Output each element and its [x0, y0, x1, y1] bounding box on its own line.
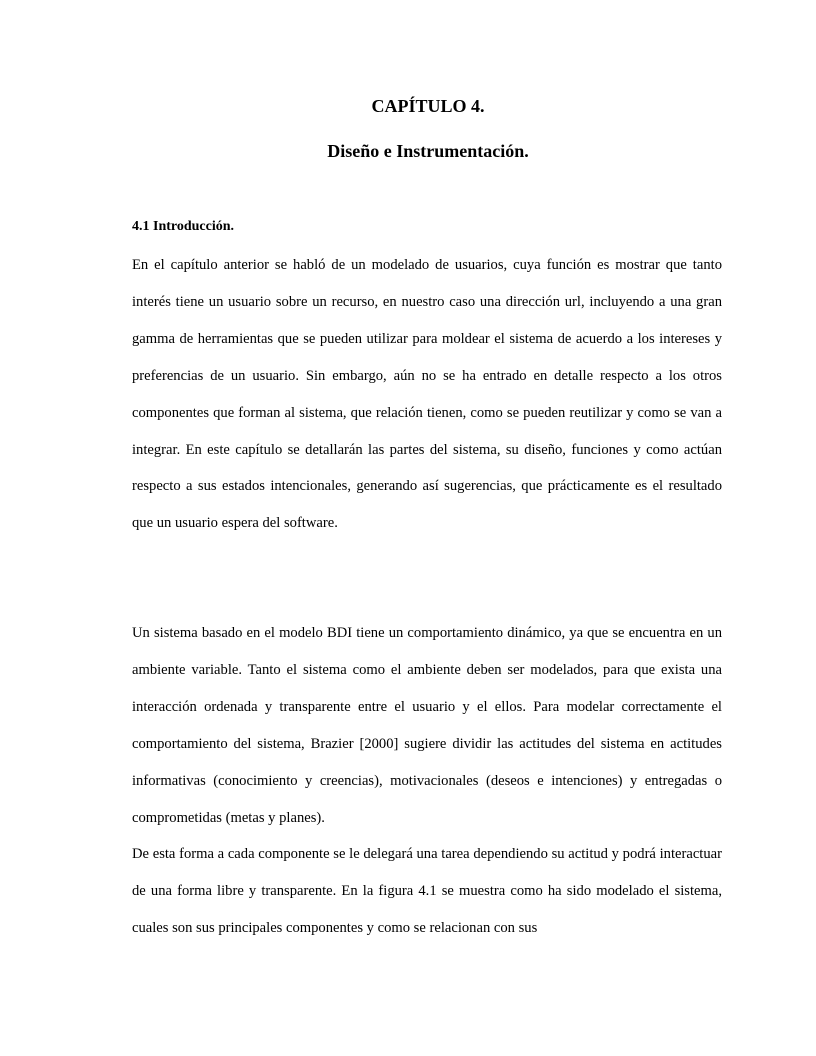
chapter-subtitle: Diseño e Instrumentación. — [327, 141, 529, 161]
section-heading: 4.1 Introducción. — [132, 219, 235, 234]
paragraph-components: De esta forma a cada componente se le delegará una tarea dependiendo su actitud y podrá interactuar de una forma libre y transparente. En la figura 4.1 se muestra como ha sido modelado el sistema, cuales son sus principales componentes y como se relacionan con sus — [132, 846, 722, 936]
paragraph-bdi-model: Un sistema basado en el modelo BDI tiene un comportamiento dinámico, ya que se encuentra en un ambiente variable. Tanto el sistema como el ambiente deben ser modelados, para que exista una interacción ordenada y transparente entre el usuario y el ellos. Para modelar correctamente el comportamiento del sistema, Brazier [2000] sugiere dividir las actitudes del sistema en actitudes informativas (conocimiento y creencias), motivacionales (deseos e intenciones) y entregadas o comprometidas (metas y planes). — [132, 625, 722, 826]
chapter-title: CAPÍTULO 4. — [371, 96, 485, 116]
paragraph-introduction: En el capítulo anterior se habló de un modelado de usuarios, cuya función es mostrar que tanto interés tiene un usuario sobre un recurso, en nuestro caso una dirección url, incluyendo a una gran gamma de herramientas que se pueden utilizar para moldear el sistema de acuerdo a los intereses y preferencias de un usuario. Sin embargo, aún no se ha entrado en detalle respecto a los otros componentes que forman al sistema, que relación tienen, como se pueden reutilizar y como se van a integrar. En este capítulo se detallarán las partes del sistema, su diseño, funciones y como actúan respecto a sus estados intencionales, generando así sugerencias, que prácticamente es el resultado que un usuario espera del software. — [132, 257, 722, 532]
